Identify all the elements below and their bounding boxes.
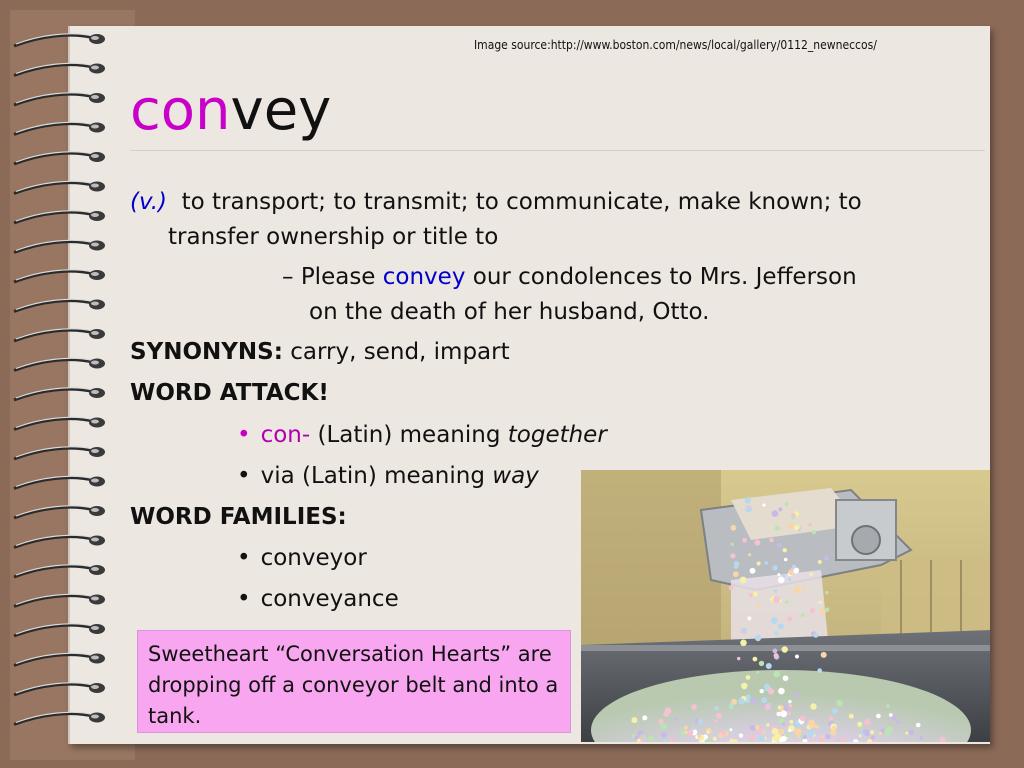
binding-ring-icon xyxy=(14,506,105,518)
binding-ring-icon xyxy=(14,211,105,223)
binding-ring-icon xyxy=(14,240,105,252)
example-after: our condolences to Mrs. Jefferson xyxy=(465,264,857,290)
example-dash: – xyxy=(282,264,294,290)
spiral-binding xyxy=(0,0,120,768)
binding-ring-icon xyxy=(14,417,105,429)
conveyor-photo-illustration xyxy=(581,470,990,742)
binding-ring-icon xyxy=(14,447,105,459)
definition-text-1: to transport; to transmit; to communicate, make known; to xyxy=(181,189,862,215)
binding-ring-icon xyxy=(14,329,105,341)
binding-ring-icon xyxy=(14,270,105,282)
word-family-text: conveyor xyxy=(260,545,367,571)
binding-ring-icon xyxy=(14,653,105,665)
binding-ring-icon xyxy=(14,181,105,193)
example-before: Please xyxy=(300,264,383,290)
binding-ring-icon xyxy=(14,299,105,311)
image-source-note: Image source:http://www.boston.com/news/local/gallery/0112_newneccos/ xyxy=(474,38,877,52)
binding-ring-icon xyxy=(14,388,105,400)
binding-ring-icon xyxy=(14,34,105,46)
binding-ring-icon xyxy=(14,594,105,606)
binding-ring-icon xyxy=(14,565,105,577)
binding-ring-icon xyxy=(14,93,105,105)
word-attack-item-1 xyxy=(237,418,607,452)
word-attack-label: WORD ATTACK! xyxy=(130,380,329,406)
word-families-label: WORD FAMILIES: xyxy=(130,504,347,530)
example-highlight: convey xyxy=(382,264,466,290)
bullet-icon: • xyxy=(237,463,251,489)
synonyms-label: SYNONYNS: xyxy=(130,339,283,365)
bullet-icon: • xyxy=(237,586,251,612)
example-line-2: on the death of her husband, Otto. xyxy=(309,299,710,325)
binding-ring-icon xyxy=(14,683,105,695)
word-family-text: conveyance xyxy=(260,586,399,612)
binding-ring-icon xyxy=(14,122,105,134)
photo-caption: Sweetheart “Conversation Hearts” are dropping off a conveyor belt and into a tank. xyxy=(137,630,571,733)
bullet-icon: • xyxy=(237,545,251,571)
part-of-speech: (v.) xyxy=(130,189,167,215)
binding-ring-icon xyxy=(14,712,105,724)
synonyms-text: carry, send, impart xyxy=(290,339,510,365)
title-rest: vey xyxy=(230,78,332,143)
root-desc: (Latin) meaning xyxy=(310,422,508,448)
title-divider xyxy=(130,150,985,151)
binding-ring-icon xyxy=(14,358,105,370)
word-family-item-1 xyxy=(237,541,367,575)
word-attack-item-2 xyxy=(237,459,539,493)
page-title xyxy=(130,78,331,143)
binding-ring-icon xyxy=(14,63,105,75)
bullet-icon: • xyxy=(237,422,251,448)
title-prefix: con xyxy=(130,78,231,143)
conveyor-photo xyxy=(581,470,990,742)
binding-ring-icon xyxy=(14,476,105,488)
synonyms-row xyxy=(130,335,510,369)
word-family-item-2 xyxy=(237,582,399,616)
definition-line-1 xyxy=(130,185,862,219)
root-meaning: together xyxy=(507,422,607,448)
definition-line-2: transfer ownership or title to xyxy=(168,224,499,250)
binding-ring-icon xyxy=(14,152,105,164)
binding-ring-icon xyxy=(14,535,105,547)
example-line-1 xyxy=(282,260,857,294)
root-con: con- xyxy=(260,422,311,448)
root-via: via xyxy=(260,463,295,489)
root-desc: (Latin) meaning xyxy=(294,463,493,489)
root-meaning: way xyxy=(492,463,539,489)
binding-ring-icon xyxy=(14,624,105,636)
